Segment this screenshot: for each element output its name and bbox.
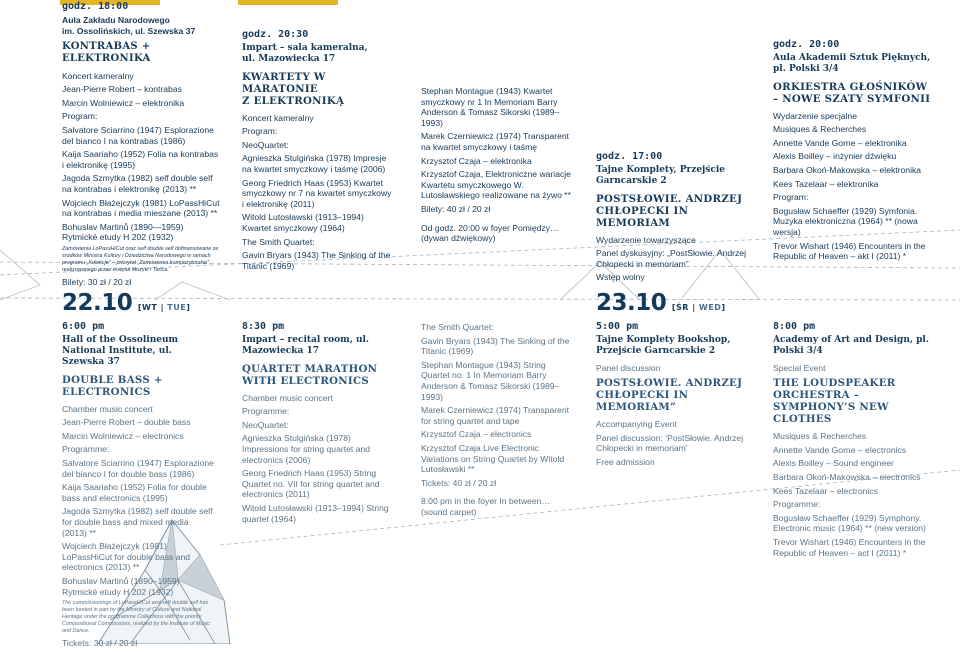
event-time: godz. 17:00 bbox=[596, 151, 663, 162]
ticket-price: Tickets: 40 zł / 20 zł bbox=[421, 477, 497, 488]
event-time: godz. 18:00 bbox=[62, 1, 129, 12]
event-title: POSTSŁOWIE. ANDRZEJ CHŁOPECKI IN MEMORIAM bbox=[596, 192, 743, 229]
event-venue: Tajne Komplety Bookshop, Przejście Garncarskie 2 bbox=[596, 334, 731, 356]
event-quartet-marathon-pl: godz. 20:30 Impart – sala kameralna, ul. Mazowiecka 17 KWARTETY W MARATONIE Z ELEKTRONIKĄ Koncert kameralny Program: NeoQuartet: Agnieszka Stulgińska (1978) Impresje na kwartet smyczkowy i taśmę (2006) Georg Friedrich Haas (1953) Kwartet smyczkowy nr 7 na kwartet smyczkowy i elektronikę (2011) Witold Lutosławski (1913–1994) Kwartet smyczkowy (1964) The Smith Quartet: Gavin Bryars (1943) The Sinking of the Titanic (1969) bbox=[242, 29, 392, 271]
event-time: 6:00 pm bbox=[62, 321, 105, 332]
event-title: THE LOUDSPEAKER ORCHESTRA – SYMPHONY’S NEW CLOTHES bbox=[773, 377, 896, 426]
event-title: KONTRABAS + ELEKTRONIKA bbox=[62, 40, 151, 64]
event-loudspeaker-orchestra-pl: godz. 20:00 Aula Akademii Sztuk Pięknych, pl. Polski 3/4 ORKIESTRA GŁOŚNIKÓW – NOWE SZATY SYMFONII Wydarzenie specjalne Musiques & Recherches Annette Vande Gorne – elektronika Alexis Boilley – inżynier dźwięku Barbara Okoń-Makowska – elektronika Kees Tazelaar – elektronika Program: Bogusław Schaeffer (1929) Symfonia. Muzyka elektroniczna (1964) ** (nowa wersja) Trevor Wishart (1946) Encounters in the Republic of Heaven – akt I (2011) * bbox=[773, 40, 933, 265]
ticket-price: Bilety: 30 zł / 20 zł bbox=[62, 276, 132, 287]
event-venue: Impart – sala kameralna, ul. Mazowiecka 17 bbox=[242, 42, 368, 64]
event-quartet-marathon-en-cont: The Smith Quartet: Gavin Bryars (1943) The Sinking of the Titanic (1969) Stephan Montague (1943) String Quartet no. 1 In Memoriam Barry Anderson & Tomasz Sikorski (1989–1993) Marek Czerniewicz (1974) Transparent for string quartet and tape Krzysztof Czaja – electronics Krzysztof Czaja Live Electronic Variations on String Quartet by Witold Lutosławski ** Tickets: 40 zł / 20 zł 8:00 pm in the foyer In between… (sound carpet) bbox=[421, 322, 570, 517]
event-venue: Tajne Komplety, Przejście Garncarskie 2 bbox=[596, 164, 726, 186]
event-title: KWARTETY W MARATONIE Z ELEKTRONIKĄ bbox=[242, 70, 345, 107]
ticket-price: Bilety: 40 zł / 20 zł bbox=[421, 203, 491, 214]
event-time: godz. 20:00 bbox=[773, 39, 840, 50]
day-heading-tuesday: 22.10 [WT | TUE] bbox=[62, 290, 191, 316]
day-number: 23.10 bbox=[596, 290, 667, 316]
day-number: 22.10 bbox=[62, 290, 133, 316]
event-venue: Impart – recital room, ul. Mazowiecka 17 bbox=[242, 334, 370, 356]
event-time: godz. 20:30 bbox=[242, 29, 309, 40]
accent-bar bbox=[238, 0, 338, 5]
event-postslowie-en: 5:00 pm Tajne Komplety Bookshop, Przejście Garncarskie 2 Panel discussion POSTSŁOWIE. ANDRZEJ CHŁOPECKI IN MEMORIAM” Accompanying Event Panel discussion: ‘PostSłowie. Andrzej Chłopecki in memoriam’ Free admission bbox=[596, 322, 746, 471]
event-venue: Academy of Art and Design, pl. Polski 3/4 bbox=[773, 334, 929, 356]
event-loudspeaker-orchestra-en: 8:00 pm Academy of Art and Design, pl. Polski 3/4 Special Event THE LOUDSPEAKER ORCHESTRA – SYMPHONY’S NEW CLOTHES Musiques & Recherches Annette Vande Gorne – electronics Alexis Boilley – Sound engineer Barbara Okoń-Makowska – electronics Kees Tazelaar – electronics Programme: Bogusław Schaeffer (1929) Symphony. Electronic music (1964) ** (new version) Trevor Wishart (1946) Encounters in the Republic of Heaven – act I (2011) * bbox=[773, 322, 933, 561]
event-venue: Aula Akademii Sztuk Pięknych, pl. Polski 3/4 bbox=[773, 52, 931, 74]
funding-note: The commissionings of LoPassHiCut and self double self has been funded in part by the Ministry of Culture and National Heritage under the programme Collections with the priority Compositional Commissions, realized by the Institute of Music and Dance. bbox=[62, 600, 211, 635]
ticket-price: Tickets: 30 zł / 20 zł bbox=[62, 638, 138, 649]
event-venue: Aula Zakładu Narodowego im. Ossolińskich, ul. Szewska 37 bbox=[62, 14, 196, 36]
day-heading-wednesday: 23.10 [ŚR | WED] bbox=[596, 290, 726, 316]
event-quartet-marathon-en: 8:30 pm Impart – recital room, ul. Mazowiecka 17 QUARTET MARATHON WITH ELECTRONICS Chamber music concert Programme: NeoQuartet: Agnieszka Stulgińska (1978) Impressions for string quartet and electronics (2006) Georg Friedrich Haas (1953) String Quartet no. VII for string quartet and electronics (2011) Witold Lutosławski (1913–1994) String quartet (1964) bbox=[242, 322, 392, 527]
event-venue: Hall of the Ossolineum National Institute, ul. Szewska 37 bbox=[62, 334, 179, 367]
event-title: POSTSŁOWIE. ANDRZEJ CHŁOPECKI IN MEMORIAM” bbox=[596, 377, 743, 414]
event-double-bass-pl: godz. 18:00 Aula Zakładu Narodowego im. Ossolińskich, ul. Szewska 37 KONTRABAS + ELEKTRONIKA Koncert kameralny Jean-Pierre Robert – kontrabas Marcin Wolniewicz – elektronika Program: Salvatore Sciarrino (1947) Esplorazione del bianco I na kontrabas (1986) Kaija Saariaho (1952) Folia na kontrabas i elektronikę (1995) Jagoda Szmytka (1982) self double self na kontrabas i elektronikę (2013) ** Wojciech Błażejczyk (1981) LoPassHiCut na kontrabas i media mieszane (2013) ** Bohuslav Martinů (1890—1959) Rytmické etudy H 202 (1932) Zamówienia LoPassHiCut oraz self double self dofinansowane ze środków Ministra Kultury i Dziedzictwa Narodowego w ramach programu „Kolekcje” – priorytet „Zamówienia kompozytorskie”, realizowanego przez Instytut Muzyki i Tańca. Bilety: 30 zł / 20 zł bbox=[62, 1, 220, 287]
event-time: 5:00 pm bbox=[596, 321, 639, 332]
event-title: QUARTET MARATHON WITH ELECTRONICS bbox=[242, 362, 378, 387]
event-title: DOUBLE BASS + ELECTRONICS bbox=[62, 373, 163, 398]
event-double-bass-en: 6:00 pm Hall of the Ossolineum National Institute, ul. Szewska 37 DOUBLE BASS + ELECTRONICS Chamber music concert Jean-Pierre Robert – double bass Marcin Wolniewicz – electronics Programme: Salvatore Sciarrino (1947) Esplorazione del bianco I for double bass (1986) Kaija Saariaho (1952) Folia for double bass and electronics (1995) Jagoda Szmytka (1982) self double self for double bass and mixed media (2013) ** Wojciech Błażejczyk (1981) LoPassHiCut for double bass and electronics (2013) ** Bohuslav Martinů (1890–1959) Rytmické etudy H 202 (1932) The commissionings of LoPassHiCut and self double self has been funded in part by the Ministry of Culture and National Heritage under the programme Collections with the priority Compositional Commissions, realized by the Institute of Music and Dance. Tickets: 30 zł / 20 zł bbox=[62, 321, 214, 649]
event-title: ORKIESTRA GŁOŚNIKÓW – NOWE SZATY SYMFONII bbox=[773, 80, 931, 105]
funding-note: Zamówienia LoPassHiCut oraz self double self dofinansowane ze środków Ministra Kultury i Dziedzictwa Narodowego w ramach programu „Kolekcje” – priorytet „Zamówienia kompozytorskie”, realizowanego przez Instytut Muzyki i Tańca. bbox=[62, 245, 219, 273]
event-time: 8:30 pm bbox=[242, 321, 285, 332]
event-quartet-marathon-pl-cont: Stephan Montague (1943) Kwartet smyczkowy nr 1 In Memoriam Barry Anderson & Tomasz Sikorski (1989–1993) Marek Czerniewicz (1974) Transparent na kwartet smyczkowy i taśmę Krzysztof Czaja – elektronika Krzysztof Czaja, Elektroniczne wariacje Kwartetu smyczkowego W. Lutosławskiego realizowane na żywo ** Bilety: 40 zł / 20 zł Od godz. 20:00 w foyer Pomiędzy… (dywan dźwiękowy) bbox=[421, 86, 571, 244]
event-time: 8:00 pm bbox=[773, 321, 816, 332]
event-postslowie-pl: godz. 17:00 Tajne Komplety, Przejście Garncarskie 2 POSTSŁOWIE. ANDRZEJ CHŁOPECKI IN MEMORIAM Wydarzenie towarzyszące Panel dyskusyjny: „PostSłowie. Andrzej Chłopecki in memoriam” Wstęp wolny bbox=[596, 151, 746, 283]
